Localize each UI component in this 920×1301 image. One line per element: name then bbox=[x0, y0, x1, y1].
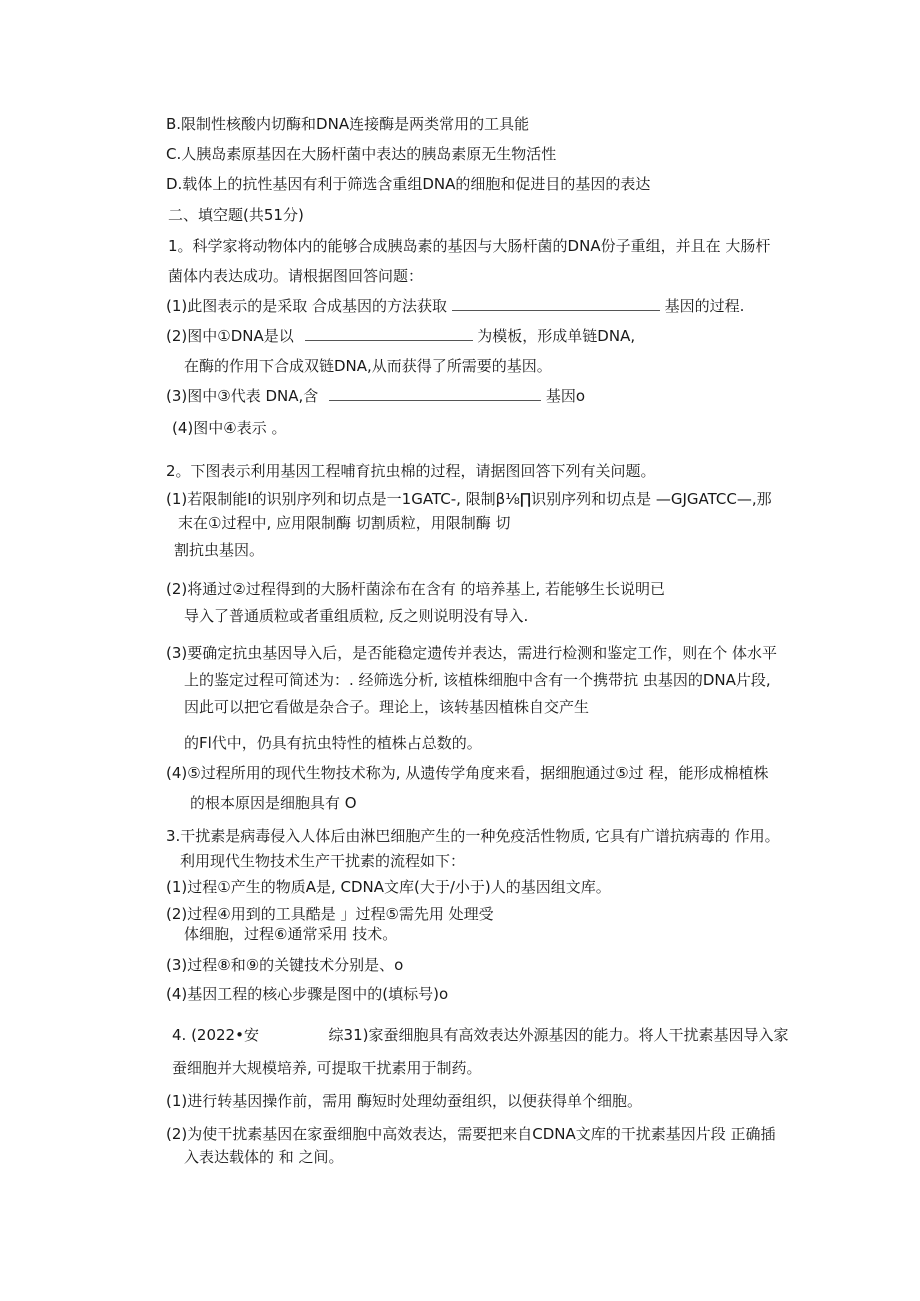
q1-part2-tail: 为模板，形成单链DNA, bbox=[477, 327, 636, 345]
q2-part3-line3: 因此可以把它看做是杂合子。理论上，该转基因植株自交产生 bbox=[184, 698, 590, 716]
answer-blank[interactable] bbox=[329, 386, 541, 401]
q4-stem-line2: 蚕细胞并大规模培养, 可提取干扰素用于制药。 bbox=[172, 1059, 482, 1077]
q3-stem-line2: 利用现代生物技术生产干扰素的流程如下： bbox=[180, 852, 466, 870]
q1-part3-tail: 基因o bbox=[545, 387, 586, 405]
answer-blank[interactable] bbox=[305, 326, 473, 341]
q4-stem-text: 综31)家蚕细胞具有高效表达外源基因的能力。将人干扰素基因导入家 bbox=[328, 1026, 789, 1044]
q2-part3-line2: 上的鉴定过程可简述为：. 经筛选分析, 该植株细胞中含有一个携带抗 虫基因的DNA片段, bbox=[184, 671, 771, 689]
answer-blank[interactable] bbox=[452, 296, 660, 311]
section-heading: 二、填空题(共51分) bbox=[168, 206, 304, 224]
q2-stem: 2。下图表示利用基因工程哺育抗虫棉的过程，请据图回答下列有关问题。 bbox=[166, 462, 656, 480]
q2-part1-line1: (1)若限制能I的识别序列和切点是一1GATC-, 限制β⅛∏识别序列和切点是 —GJGATCC—,那 bbox=[166, 490, 772, 508]
q3-part2-line2: 体细胞，过程⑥通常采用 技术。 bbox=[184, 925, 398, 943]
q3-part2-line1: (2)过程④用到的工具酷是 」过程⑤需先用 处理受 bbox=[166, 905, 494, 923]
q4-part1: (1)进行转基因操作前，需用 酶短时处理幼蚕组织，以便获得单个细胞。 bbox=[166, 1092, 643, 1110]
q3-stem-line1: 3.干扰素是病毒侵入人体后由淋巴细胞产生的一种免疫活性物质, 它具有广谱抗病毒的 作用。 bbox=[166, 827, 780, 845]
q4-part2-line1: (2)为使干扰素基因在家蚕细胞中高效表达，需要把来自CDNA文库的干扰素基因片段 正确插 bbox=[166, 1125, 776, 1143]
q4-part2-line2: 入表达载体的 和 之间。 bbox=[184, 1148, 344, 1166]
q2-part1-line3: 割抗虫基因。 bbox=[174, 541, 265, 559]
option-c: C.人胰岛素原基因在大肠杆菌中表达的胰岛素原无生物活性 bbox=[166, 145, 557, 163]
q3-part4: (4)基因工程的核心步骤是图中的(填标号)o bbox=[166, 985, 449, 1003]
q2-part1-line2: 末在①过程中, 应用限制酶 切割质粒，用限制酶 切 bbox=[178, 514, 511, 532]
q4-source-label: 4. (2022•安 bbox=[172, 1026, 259, 1044]
q1-part3-text: (3)图中③代表 DNA,含 bbox=[166, 387, 319, 405]
q1-part1 bbox=[166, 296, 744, 316]
q1-part2-cont: 在酶的作用下合成双链DNA,从而获得了所需要的基因。 bbox=[184, 357, 552, 375]
option-d: D.载体上的抗性基因有利于筛选含重组DNA的细胞和促进目的基因的表达 bbox=[166, 175, 651, 193]
q1-part1-tail: 基因的过程. bbox=[664, 297, 745, 315]
q1-part3 bbox=[166, 386, 585, 406]
q4-stem-line1 bbox=[172, 1025, 788, 1045]
q3-part1: (1)过程①产生的物质A是, CDNA文库(大于/小于)人的基因组文库。 bbox=[166, 878, 611, 896]
q1-stem-line1: 1。科学家将动物体内的能够合成胰岛素的基因与大肠杆菌的DNA份子重组，并且在 大肠杆 bbox=[168, 237, 771, 255]
q2-part3-line1: (3)要确定抗虫基因导入后，是否能稳定遗传并表达，需进行检测和鉴定工作，则在个 体水平 bbox=[166, 644, 778, 662]
q2-part3-line4: 的Fl代中，仍具有抗虫特性的植株占总数的。 bbox=[184, 734, 482, 752]
option-b: B.限制性核酸内切酶和DNA连接酶是两类常用的工具能 bbox=[166, 115, 530, 133]
q2-part2-line2: 导入了普通质粒或者重组质粒, 反之则说明没有导入. bbox=[184, 607, 529, 625]
q3-part3: (3)过程⑧和⑨的关键技术分别是、o bbox=[166, 956, 404, 974]
q2-part2-line1: (2)将通过②过程得到的大肠杆菌涂布在含有 的培养基上, 若能够生长说明已 bbox=[166, 580, 666, 598]
q2-part4-line1: (4)⑤过程所用的现代生物技术称为, 从遗传学角度来看，据细胞通过⑤过 程，能形成棉植株 bbox=[166, 764, 769, 782]
q1-stem-line2: 菌体内表达成功。请根据图回答问题： bbox=[168, 267, 424, 285]
q2-part4-line2: 的根本原因是细胞具有 O bbox=[190, 794, 357, 812]
q1-part4: (4)图中④表示 。 bbox=[172, 419, 287, 437]
q1-part1-text: (1)此图表示的是采取 合成基因的方法获取 bbox=[166, 297, 448, 315]
q1-part2 bbox=[166, 326, 635, 346]
q1-part2-text: (2)图中①DNA是以 bbox=[166, 327, 294, 345]
